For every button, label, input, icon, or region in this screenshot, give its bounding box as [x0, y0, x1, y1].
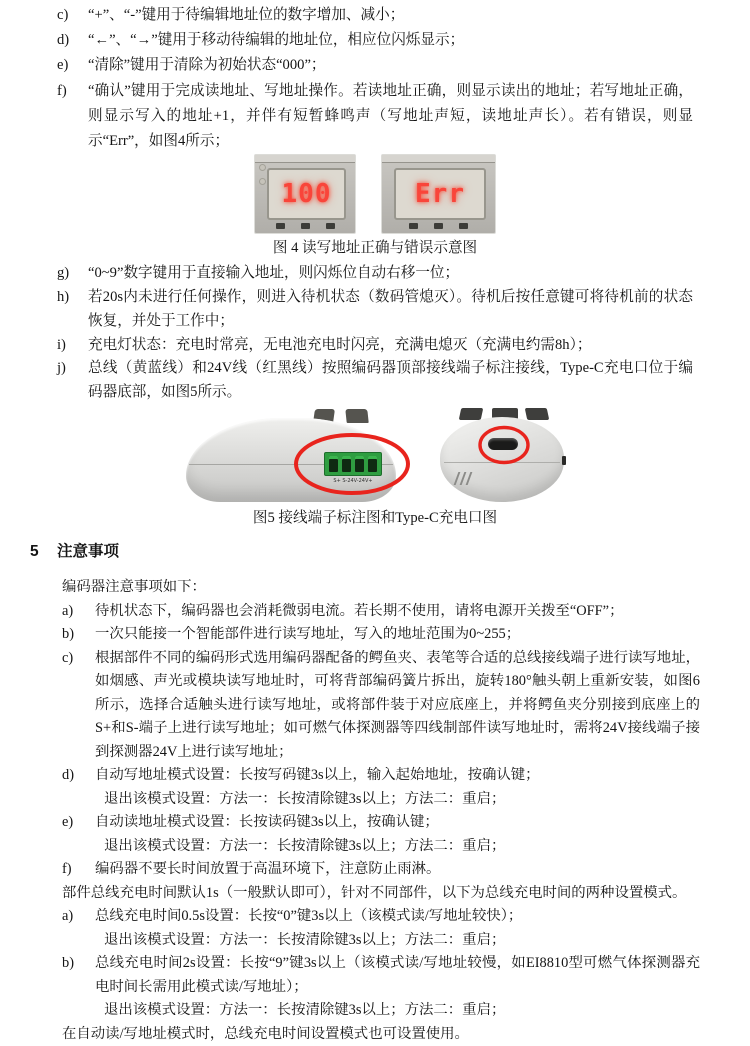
- figure4-photo-error: [381, 154, 496, 234]
- list-text: 总线充电时间2s设置：长按“9”键3s以上（该模式读/写地址较慢，如EI8810型可燃气体探测器充电时间长需用此模式读/写地址）；: [95, 952, 700, 999]
- figure5-caption: 图5 接线端子标注图和Type-C充电口图: [0, 508, 750, 528]
- list-marker: e): [57, 53, 88, 78]
- list-item: [62, 623, 700, 647]
- figure-5: [0, 408, 750, 528]
- clip-icon: [345, 409, 368, 423]
- case-seam: [444, 462, 560, 463]
- figure4-photos: [0, 155, 750, 233]
- list-text: 待机状态下，编码器也会消耗微弱电流。若长期不使用，请将电源开关拨至“OFF”；: [95, 600, 700, 624]
- section-heading: [30, 542, 750, 562]
- list-text: “确认”键用于完成读地址、写地址操作。若读地址正确，则显示读出的地址；若写地址正确，则显示写入的地址+1，并伴有短暂蜂鸣声（写地址声短，读地址声长）。若有错误，则显示“Err”，如图4所示；: [88, 79, 693, 155]
- section-intro: 编码器注意事项如下：: [62, 576, 700, 600]
- terminal-labels: S+ S-24V-24V+: [318, 478, 388, 484]
- list-text: 充电灯状态：充电时常亮，无电池充电时闪亮，充满电熄灭（充满电约需8h）；: [88, 334, 693, 358]
- panel-label-marks: [382, 223, 495, 229]
- list-marker: b): [62, 952, 95, 1023]
- list-text: 自动写地址模式设置：长按写码键3s以上，输入起始地址，按确认键；: [95, 764, 700, 788]
- figure-4: [0, 155, 750, 258]
- list-marker: b): [62, 623, 95, 647]
- list-item: [57, 53, 693, 78]
- list-marker: f): [57, 79, 88, 155]
- vent-lines-icon: [456, 472, 470, 485]
- list-marker: j): [57, 357, 88, 405]
- list-marker: i): [57, 334, 88, 358]
- list-marker: f): [62, 858, 95, 882]
- list-item: [57, 28, 693, 53]
- list-subtext: 退出该模式设置：方法一：长按清除键3s以上；方法二：重启；: [95, 999, 700, 1023]
- list-item: [62, 858, 700, 882]
- terminal-block: [324, 452, 382, 476]
- list-item: [62, 600, 700, 624]
- list-text: 总线（黄蓝线）和24V线（红黑线）按照编码器顶部接线端子标注接线，Type-C充电口位于编码器底部，如图5所示。: [88, 357, 693, 405]
- list-marker: d): [62, 764, 95, 811]
- section-number: 5: [30, 542, 57, 562]
- list-marker: h): [57, 286, 88, 334]
- closing-paragraph: 在自动读/写地址模式时，总线充电时间设置模式也可设置使用。: [62, 1023, 700, 1046]
- panel-label-marks: [255, 223, 355, 229]
- seven-segment-display: [267, 168, 346, 220]
- list-marker: c): [57, 3, 88, 28]
- indicator-led-icon: [259, 164, 266, 185]
- list-marker: d): [57, 28, 88, 53]
- list-marker: a): [62, 905, 95, 952]
- encoder-bottom-view-photo: [440, 408, 564, 503]
- list-marker: a): [62, 600, 95, 624]
- list-text: “清除”键用于清除为初始状态“000”；: [88, 53, 693, 78]
- list-marker: g): [57, 262, 88, 286]
- figure4-caption: 图 4 读写地址正确与错误示意图: [0, 238, 750, 258]
- list-text: 根据部件不同的编码形式选用编码器配备的鳄鱼夹、表笔等合适的总线接线端子进行读写地址，如烟感、声光或模块读写地址时，可将背部编码簧片拆出，旋转180°触头朝上重新安装，如图6所示，选择合适触头进行读写地址，或将部件装于对应底座上，并将鳄鱼夹分别接到底座上的S+和S-端子上进行读写地址；如可燃气体探测器等四线制部件读写地址时，需将24V接线端子接到探测器24V上进行读写地址；: [95, 647, 700, 765]
- list-text: “←”、“→”键用于移动待编辑的地址位，相应位闪烁显示；: [88, 28, 693, 53]
- list-item: [57, 79, 693, 155]
- list-item: [62, 952, 700, 1023]
- list-text: 自动读地址模式设置：长按读码键3s以上，按确认键；: [95, 811, 700, 835]
- list-text: “0~9”数字键用于直接输入地址，则闪烁位自动右移一位；: [88, 262, 693, 286]
- notes-list: [62, 600, 700, 882]
- list-text: 一次只能接一个智能部件进行读写地址，写入的地址范围为0~255；: [95, 623, 700, 647]
- encoder-body: [440, 417, 564, 502]
- terminal-bump-icon: [525, 408, 550, 420]
- list-subtext: 退出该模式设置：方法一：长按清除键3s以上；方法二：重启；: [95, 788, 700, 812]
- list-subtext: 退出该模式设置：方法一：长按清除键3s以上；方法二：重启；: [95, 835, 700, 859]
- list-item: [57, 262, 693, 286]
- type-c-port-icon: [488, 438, 518, 450]
- list-item: [62, 811, 700, 858]
- list-item: [62, 905, 700, 952]
- list-text: 若20s内未进行任何操作，则进入待机状态（数码管熄灭）。待机后按任意键可将待机前的状态恢复，并处于工作中；: [88, 286, 693, 334]
- list-marker: e): [62, 811, 95, 858]
- encoder-top-view-photo: [186, 408, 396, 503]
- side-button-icon: [562, 456, 566, 465]
- list-item: [57, 357, 693, 405]
- list-item: [57, 286, 693, 334]
- list-marker: c): [62, 647, 95, 765]
- list-item: [62, 764, 700, 811]
- list-text: 总线充电时间0.5s设置：长按“0”键3s以上（该模式读/写地址较快）；: [95, 905, 700, 929]
- display-value: 100: [282, 179, 332, 209]
- list-item: [57, 334, 693, 358]
- list-text: “+”、“-”键用于待编辑地址位的数字增加、减小；: [88, 3, 693, 28]
- list-subtext: 退出该模式设置：方法一：长按清除键3s以上；方法二：重启；: [95, 929, 700, 953]
- list-text: 编码器不要长时间放置于高温环境下，注意防止雨淋。: [95, 858, 700, 882]
- charge-time-paragraph: 部件总线充电时间默认1s（一般默认即可），针对不同部件，以下为总线充电时间的两种设置模式。: [62, 882, 700, 906]
- figure4-photo-read-write-ok: [254, 154, 356, 234]
- terminal-bump-icon: [459, 408, 484, 420]
- seven-segment-display: [394, 168, 486, 220]
- display-value: Err: [415, 179, 465, 209]
- charge-time-list: [62, 905, 700, 1023]
- list-item: [57, 3, 693, 28]
- figure5-photos: [0, 408, 750, 503]
- list-item: [62, 647, 700, 765]
- key-function-list-continued: [57, 262, 693, 405]
- section-title: 注意事项: [57, 543, 119, 560]
- key-function-list: [57, 3, 693, 154]
